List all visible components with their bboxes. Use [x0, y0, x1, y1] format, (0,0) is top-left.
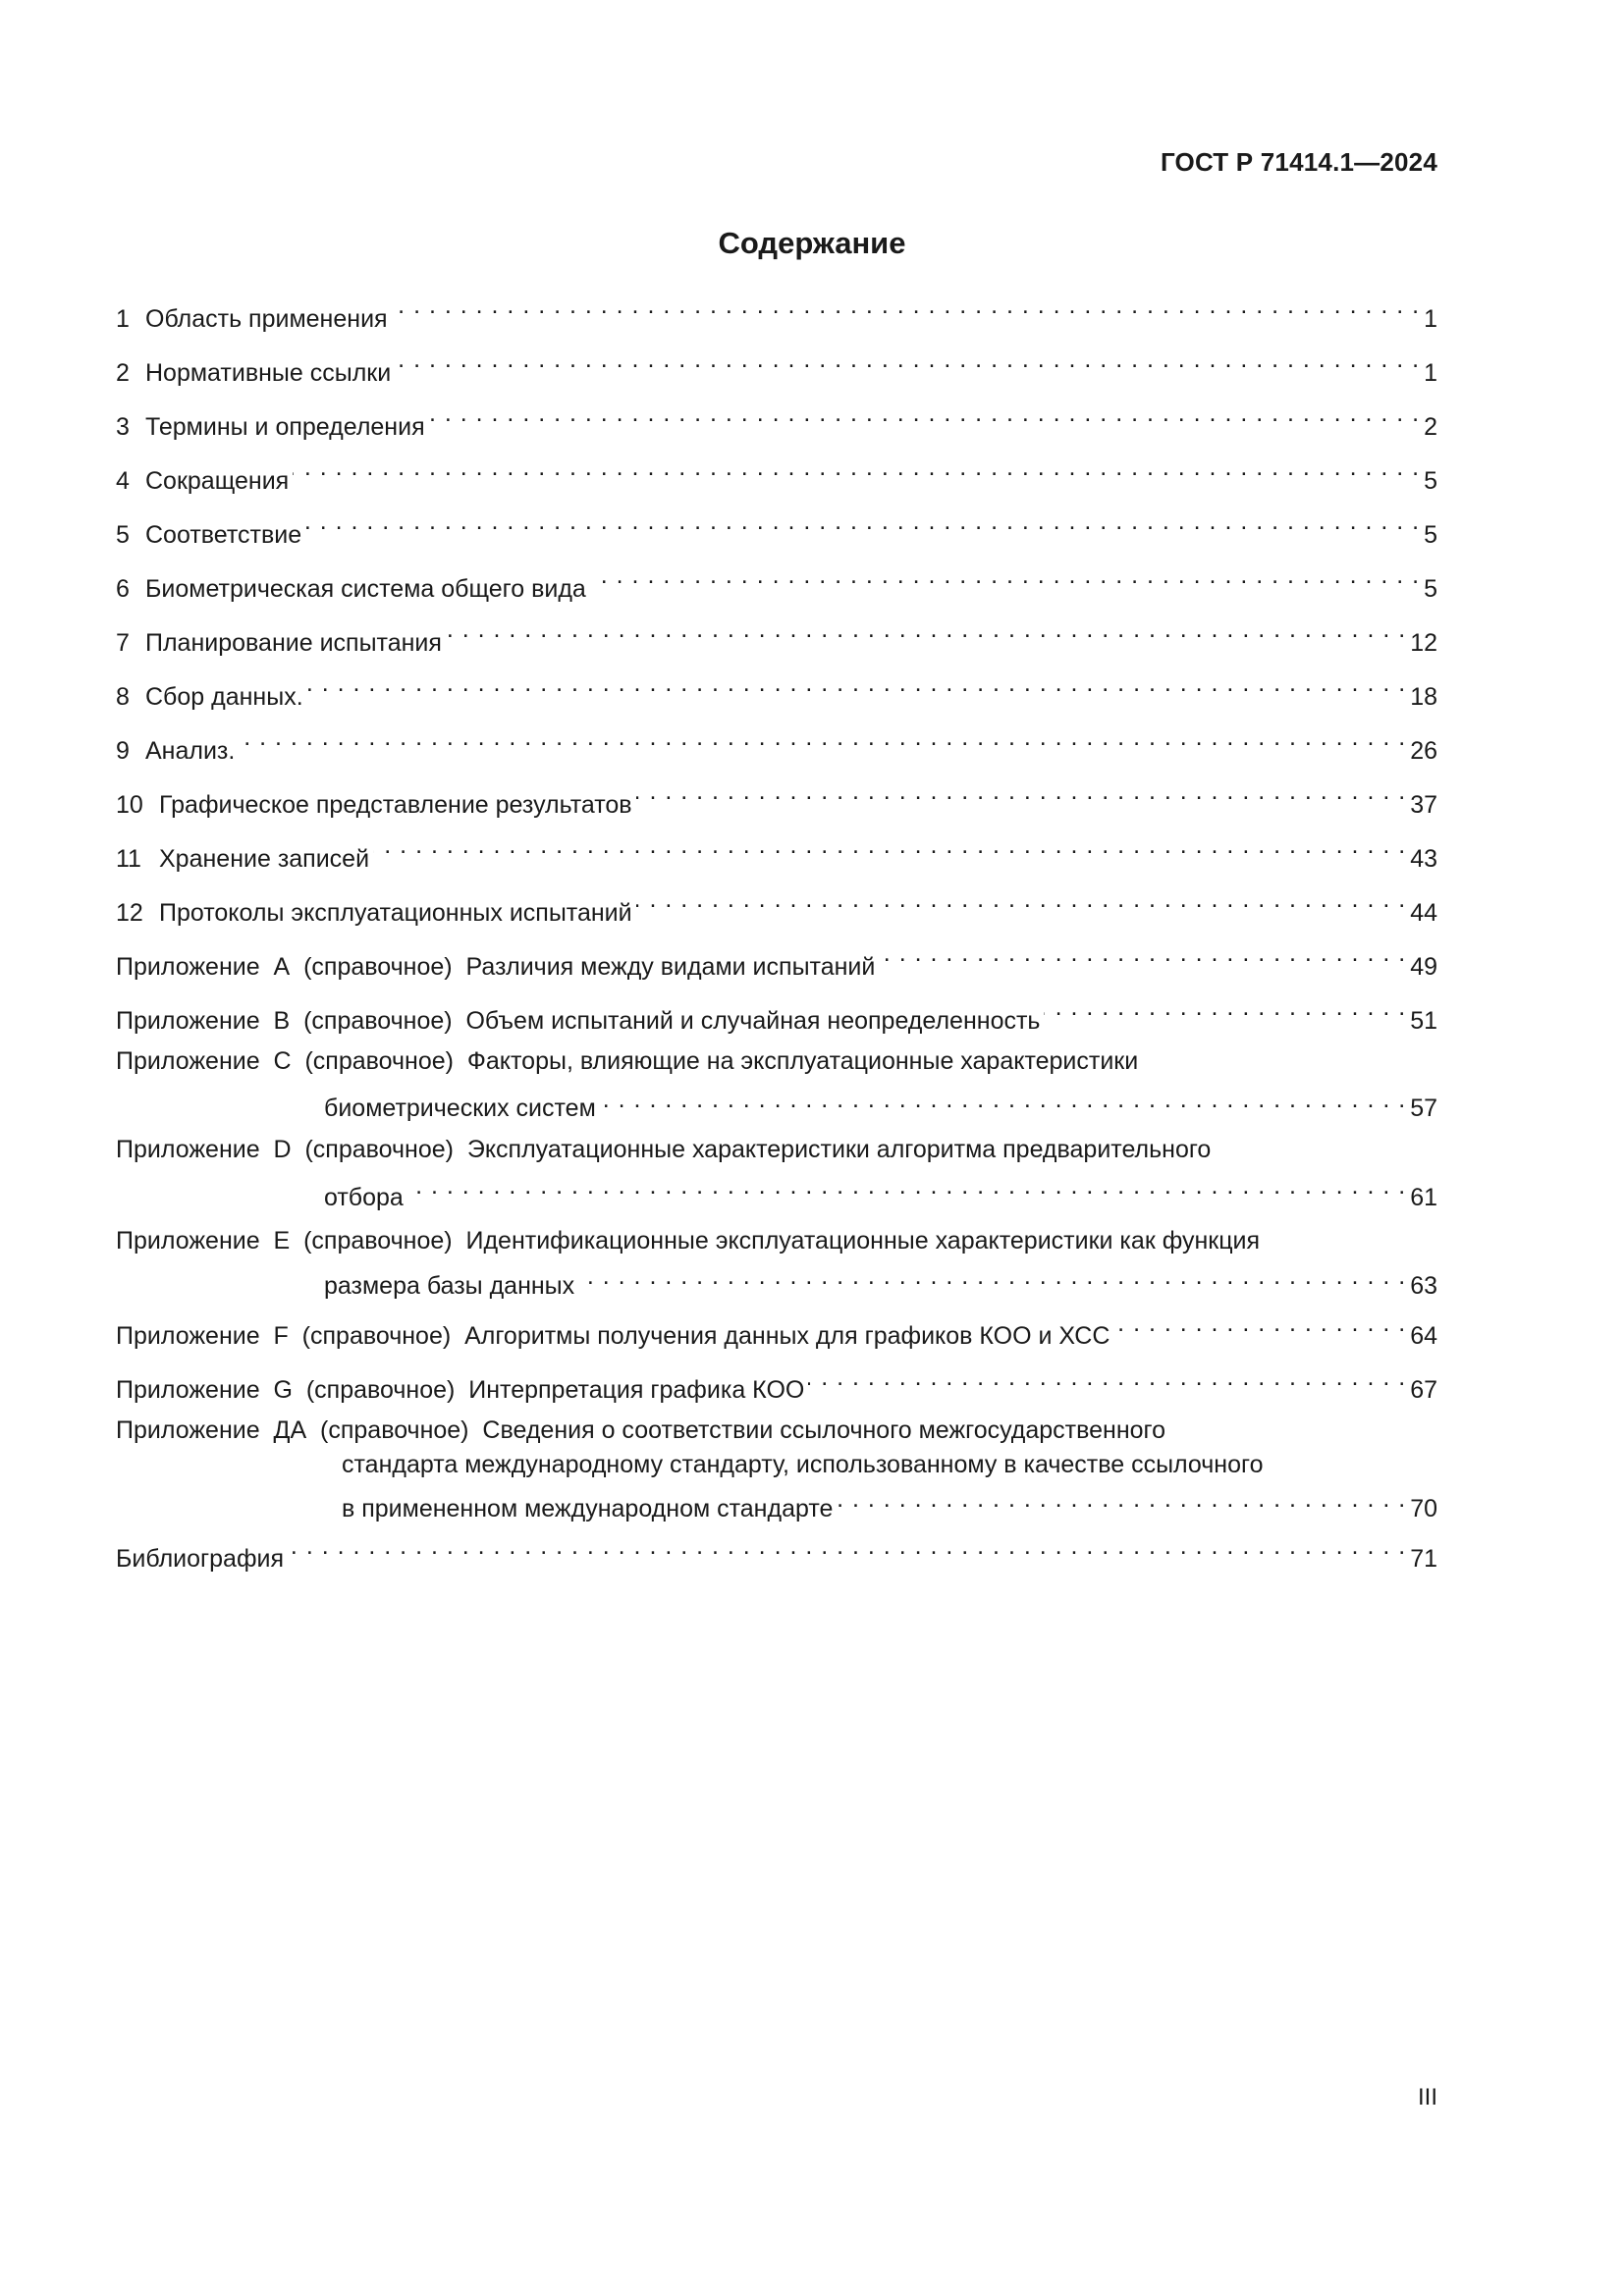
toc-entry[interactable]	[116, 610, 1437, 664]
toc-entry-title: Соответствие	[145, 520, 302, 549]
dot-leader	[636, 880, 1407, 921]
toc-entry-page: 1	[1424, 304, 1437, 333]
dot-leader	[590, 556, 1420, 597]
annex-title-continued: размера базы данных	[324, 1271, 575, 1300]
toc-annex-entry[interactable]	[116, 1223, 1437, 1304]
toc-entry-title: Графическое представление результатов	[159, 790, 632, 819]
toc-entry-number: 9	[116, 736, 130, 765]
toc-entry-number: 6	[116, 574, 130, 603]
dot-leader	[373, 826, 1406, 867]
annex-title: Эксплуатационные характеристики алгоритма предварительного	[466, 1135, 1212, 1163]
toc-entry[interactable]	[116, 664, 1437, 718]
toc-entry[interactable]	[116, 772, 1437, 826]
annex-label: Приложение ДА (справочное)	[116, 1415, 469, 1444]
toc-entry-number: 8	[116, 682, 130, 711]
toc-entry[interactable]	[116, 556, 1437, 610]
toc-entry-title: Область применения	[145, 304, 388, 333]
dot-leader	[1044, 988, 1406, 1029]
toc-entry-title: Хранение записей	[159, 844, 370, 873]
toc-entry-number: 11	[116, 844, 141, 873]
toc-entry[interactable]	[116, 502, 1437, 556]
toc-entry-number: 3	[116, 412, 130, 441]
toc-entry[interactable]	[116, 286, 1437, 340]
dot-leader	[1113, 1304, 1406, 1345]
annex-title: Различия между видами испытаний	[465, 952, 876, 981]
annex-label: Приложение В (справочное)	[116, 1006, 453, 1035]
toc-entry-page: 67	[1410, 1376, 1437, 1404]
toc-entry-number: 4	[116, 466, 130, 495]
toc-annex-entry[interactable]	[116, 1133, 1437, 1217]
dot-leader	[395, 340, 1420, 381]
dot-leader	[429, 394, 1420, 435]
toc-entry-number: 7	[116, 628, 130, 657]
toc-entry-page: 5	[1424, 520, 1437, 549]
toc-entry-number: 10	[116, 790, 143, 819]
toc-annex-entry[interactable]	[116, 1358, 1437, 1412]
annex-label: Приложение Е (справочное)	[116, 1226, 453, 1255]
toc-entry[interactable]	[116, 448, 1437, 502]
toc-entry-title: Планирование испытания	[145, 628, 442, 657]
annex-label: Приложение D (справочное)	[116, 1135, 454, 1163]
table-of-contents	[116, 286, 1437, 1580]
dot-leader	[600, 1083, 1406, 1116]
toc-entry[interactable]	[116, 826, 1437, 880]
toc-entry[interactable]	[116, 394, 1437, 448]
toc-entry-page: 1	[1424, 358, 1437, 387]
dot-leader	[407, 1166, 1406, 1205]
dot-leader	[288, 1526, 1406, 1568]
toc-entry-page: 49	[1410, 952, 1437, 981]
toc-entry-title: Сокращения	[145, 466, 290, 495]
annex-title-continued: в примененном международном стандарте	[342, 1494, 834, 1522]
annex-label: Приложение С (справочное)	[116, 1047, 454, 1075]
annex-title: Интерпретация графика КОО	[468, 1376, 805, 1404]
toc-entry-page: 12	[1410, 628, 1437, 657]
toc-entry-title: Протоколы эксплуатационных испытаний	[159, 898, 632, 927]
toc-entry-number: 1	[116, 304, 130, 333]
toc-entry-page: 61	[1410, 1183, 1437, 1211]
toc-annex-entry[interactable]	[116, 1041, 1437, 1125]
annex-title-continued: стандарта международному стандарту, использованному в качестве ссылочного	[342, 1450, 1264, 1478]
toc-entry-page: 37	[1410, 790, 1437, 819]
toc-entry-title: Термины и определения	[145, 412, 425, 441]
annex-title-continued: отбора	[324, 1183, 404, 1211]
annex-title: Сведения о соответствии ссылочного межгосударственного	[482, 1415, 1166, 1444]
toc-entry-bibliography[interactable]	[116, 1526, 1437, 1580]
dot-leader	[636, 772, 1407, 813]
toc-entry-title: Нормативные ссылки	[145, 358, 392, 387]
annex-title: Объем испытаний и случайная неопределенность	[465, 1006, 1041, 1035]
dot-leader	[239, 718, 1406, 759]
toc-entry-page: 44	[1410, 898, 1437, 927]
annex-title: Факторы, влияющие на эксплуатационные характеристики	[466, 1047, 1139, 1075]
toc-annex-entry[interactable]	[116, 1412, 1437, 1526]
toc-entry-number: 2	[116, 358, 130, 387]
dot-leader	[293, 448, 1420, 489]
toc-entry-page: 63	[1410, 1271, 1437, 1300]
dot-leader	[307, 664, 1407, 705]
annex-title: Алгоритмы получения данных для графиков КОО и ХСС	[464, 1322, 1110, 1350]
annex-label: Приложение А (справочное)	[116, 952, 453, 981]
toc-annex-entry[interactable]	[116, 934, 1437, 988]
dot-leader	[446, 610, 1406, 651]
toc-entry-number: 12	[116, 898, 143, 927]
annex-title-continued: биометрических систем	[324, 1094, 596, 1122]
toc-entry-page: 70	[1410, 1494, 1437, 1522]
toc-entry-page: 51	[1410, 1006, 1437, 1035]
toc-entry-page: 18	[1410, 682, 1437, 711]
toc-entry-page: 5	[1424, 466, 1437, 495]
toc-entry-page: 5	[1424, 574, 1437, 603]
dot-leader	[578, 1258, 1406, 1294]
toc-entry-page: 71	[1410, 1545, 1437, 1573]
dot-leader	[808, 1358, 1406, 1399]
toc-entry-page: 26	[1410, 736, 1437, 765]
page-number: III	[1417, 2084, 1437, 2110]
annex-label: Приложение G (справочное)	[116, 1376, 456, 1404]
toc-entry-title: Сбор данных.	[145, 682, 303, 711]
toc-entry[interactable]	[116, 340, 1437, 394]
annex-title: Идентификационные эксплуатационные характеристики как функция	[465, 1226, 1261, 1255]
toc-entry-title: Биометрическая система общего вида	[145, 574, 586, 603]
toc-entry-title: Анализ.	[145, 736, 236, 765]
toc-entry[interactable]	[116, 880, 1437, 934]
toc-annex-entry[interactable]	[116, 1304, 1437, 1358]
toc-annex-entry[interactable]	[116, 988, 1437, 1041]
dot-leader	[392, 286, 1421, 327]
toc-entry-page: 57	[1410, 1094, 1437, 1122]
toc-entry[interactable]	[116, 718, 1437, 772]
toc-entry-page: 64	[1410, 1322, 1437, 1350]
dot-leader	[837, 1481, 1406, 1517]
annex-label: Приложение F (справочное)	[116, 1322, 452, 1350]
document-code: ГОСТ Р 71414.1—2024	[1160, 147, 1437, 177]
toc-entry-title: Библиография	[116, 1545, 285, 1573]
toc-title: Содержание	[718, 226, 906, 260]
toc-entry-page: 2	[1424, 412, 1437, 441]
toc-entry-page: 43	[1410, 844, 1437, 873]
dot-leader	[879, 934, 1406, 975]
dot-leader	[305, 502, 1420, 543]
toc-entry-number: 5	[116, 520, 130, 549]
